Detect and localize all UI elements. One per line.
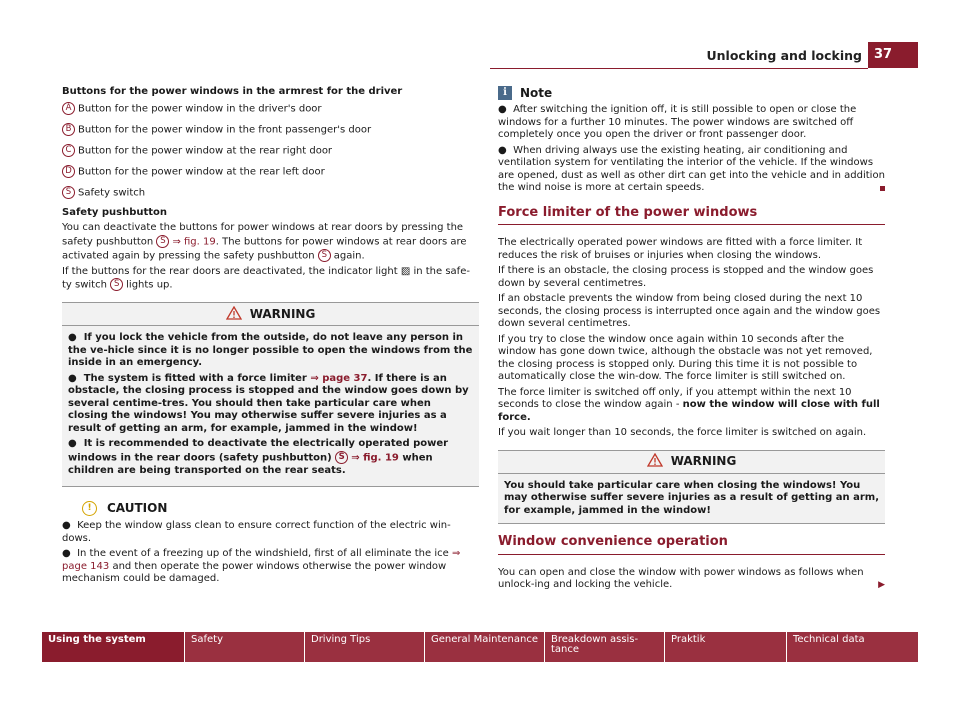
footer-nav (42, 632, 918, 662)
warning-bullet: ● If you lock the vehicle from the outside, do not leave any person in the ve-hicle since it is no longer possible to open the windows from the inside in an emergency. (68, 332, 473, 368)
continue-arrow-icon: ▶ (878, 580, 885, 590)
caution-bullet: ● Keep the window glass clean to ensure correct function of the electric win-dows. (62, 520, 451, 544)
caution-header (62, 501, 479, 516)
left-column (62, 86, 479, 589)
letter-c-icon: C (62, 144, 75, 157)
paragraph: The force limiter is switched off only, if you attempt within the next 10 seconds to close the window again - now the window will close with full force. (498, 386, 880, 423)
section-heading-force-limiter: Force limiter of the power windows (498, 207, 885, 226)
warning-title: WARNING (670, 454, 737, 469)
letter-d-icon: D (62, 165, 75, 178)
legend-item (62, 165, 479, 179)
legend-text: Button for the power window in the front passenger's door (78, 124, 372, 135)
legend-text: Button for the power window at the rear left door (78, 166, 325, 177)
legend-item (62, 186, 479, 200)
info-icon: i (498, 86, 512, 100)
paragraph: If you wait longer than 10 seconds, the force limiter is switched on again. (498, 427, 867, 438)
tab-general-maintenance[interactable]: General Maintenance (425, 632, 545, 662)
tab-breakdown-assistance[interactable]: Breakdown assis-tance (545, 632, 665, 662)
fig-link[interactable]: ⇒ fig. 19 (172, 236, 216, 247)
legend-text: Button for the power window in the driver's door (78, 103, 322, 114)
end-square-icon (880, 186, 885, 191)
letter-a-icon: A (62, 102, 75, 115)
letter-s-icon: S (318, 249, 331, 262)
legend-item (62, 123, 479, 137)
tab-using-the-system[interactable]: Using the system (42, 632, 185, 662)
warning-triangle-icon (226, 306, 242, 323)
tab-technical-data[interactable]: Technical data (787, 632, 918, 662)
right-column (498, 86, 885, 595)
page-link[interactable]: ⇒ page 37 (310, 372, 368, 384)
caution-title: CAUTION (107, 501, 168, 516)
paragraph: You can open and close the window with power windows as follows when unlock-ing and locking the vehicle. ▶ (498, 566, 885, 590)
safety-paragraph-1: You can deactivate the buttons for power windows at rear doors by pressing the safety pushbutton S ⇒ fig. 19. The buttons for power windows at rear doors are activated again by pressing the safety pushbutton S again. (62, 222, 467, 261)
letter-s-icon: S (62, 186, 75, 199)
window-indicator-icon: ▨ (400, 265, 411, 277)
tab-driving-tips[interactable]: Driving Tips (305, 632, 425, 662)
fig-link[interactable]: ⇒ fig. 19 (351, 452, 399, 463)
warning-box (62, 302, 479, 487)
safety-paragraph-2: If the buttons for the rear doors are deactivated, the indicator light ▨ in the safe-ty switch S lights up. (62, 265, 470, 291)
caution-icon: ! (82, 501, 97, 516)
note-title: Note (520, 85, 553, 100)
paragraph: If there is an obstacle, the closing process is stopped and the window goes down by several centimetres. (498, 265, 874, 289)
caution-bullet: ● In the event of a freezing up of the windshield, first of all eliminate the ice ⇒ page 143 and then operate the power windows otherwise the power window mechanism could be damaged. (62, 548, 461, 584)
button-legend (62, 102, 479, 200)
warning-box (498, 450, 885, 525)
legend-item (62, 102, 479, 116)
note-header (498, 86, 885, 100)
page-number: 37 (868, 42, 918, 68)
warning-text: You should take particular care when closing the windows! You may otherwise suffer severe injuries as a result of getting an arm, for example, jammed in the window! (504, 479, 880, 516)
safety-heading: Safety pushbutton (62, 206, 168, 218)
legend-item (62, 144, 479, 158)
legend-text: Safety switch (78, 187, 146, 198)
warning-title: WARNING (249, 306, 316, 321)
paragraph: If you try to close the window once again within 10 seconds after the window has gone down twice, although the obstacle was not yet removed, the closing process is stopped only. During this time it is not possible to automatically close the win-dow. The force limiter is still switched on. (498, 333, 873, 382)
buttons-heading: Buttons for the power windows in the armrest for the driver (62, 86, 403, 97)
section-heading-convenience: Window convenience operation (498, 536, 885, 555)
page-header-title: Unlocking and locking (706, 48, 862, 63)
warning-triangle-icon (647, 453, 663, 470)
page-link[interactable]: ⇒ page 143 (62, 548, 461, 572)
paragraph: The electrically operated power windows are fitted with a force limiter. It reduces the risk of bruises or injuries when closing the windows. (498, 237, 863, 261)
warning-bullet: ● It is recommended to deactivate the electrically operated power windows in the rear doors (safety pushbutton) S ⇒ fig. 19 when children are being transported on the rear seats. (68, 438, 449, 476)
letter-b-icon: B (62, 123, 75, 136)
paragraph: If an obstacle prevents the window from being closed during the next 10 seconds, the closing process is interrupted once again and the window goes down several centimetres. (498, 293, 881, 329)
warning-bullet: ● The system is fitted with a force limiter ⇒ page 37. If there is an obstacle, the closing process is stopped and the window goes down by several centime-tres. You should then take particular care when closing the windows! You may otherwise suffer severe injuries as a result of getting an arm, for example, jammed in the window! (68, 372, 469, 434)
note-bullet: ● When driving always use the existing heating, air conditioning and ventilation system for ventilating the interior of the vehicle. If the windows are opened, dust as well as other dirt can get into the vehicle and in addition the wind noise is more at certain speeds. (498, 144, 885, 193)
letter-s-icon: S (110, 278, 123, 291)
note-bullet: ● After switching the ignition off, it is still possible to open or close the windows for a further 10 minutes. The power windows are switched off completely once you open the driver or front passenger door. (498, 104, 857, 140)
letter-s-icon: S (156, 235, 169, 248)
tab-safety[interactable]: Safety (185, 632, 305, 662)
letter-s-icon: S (335, 451, 348, 464)
tab-praktik[interactable]: Praktik (665, 632, 787, 662)
legend-text: Button for the power window at the rear right door (78, 145, 333, 156)
header-rule (490, 68, 868, 69)
